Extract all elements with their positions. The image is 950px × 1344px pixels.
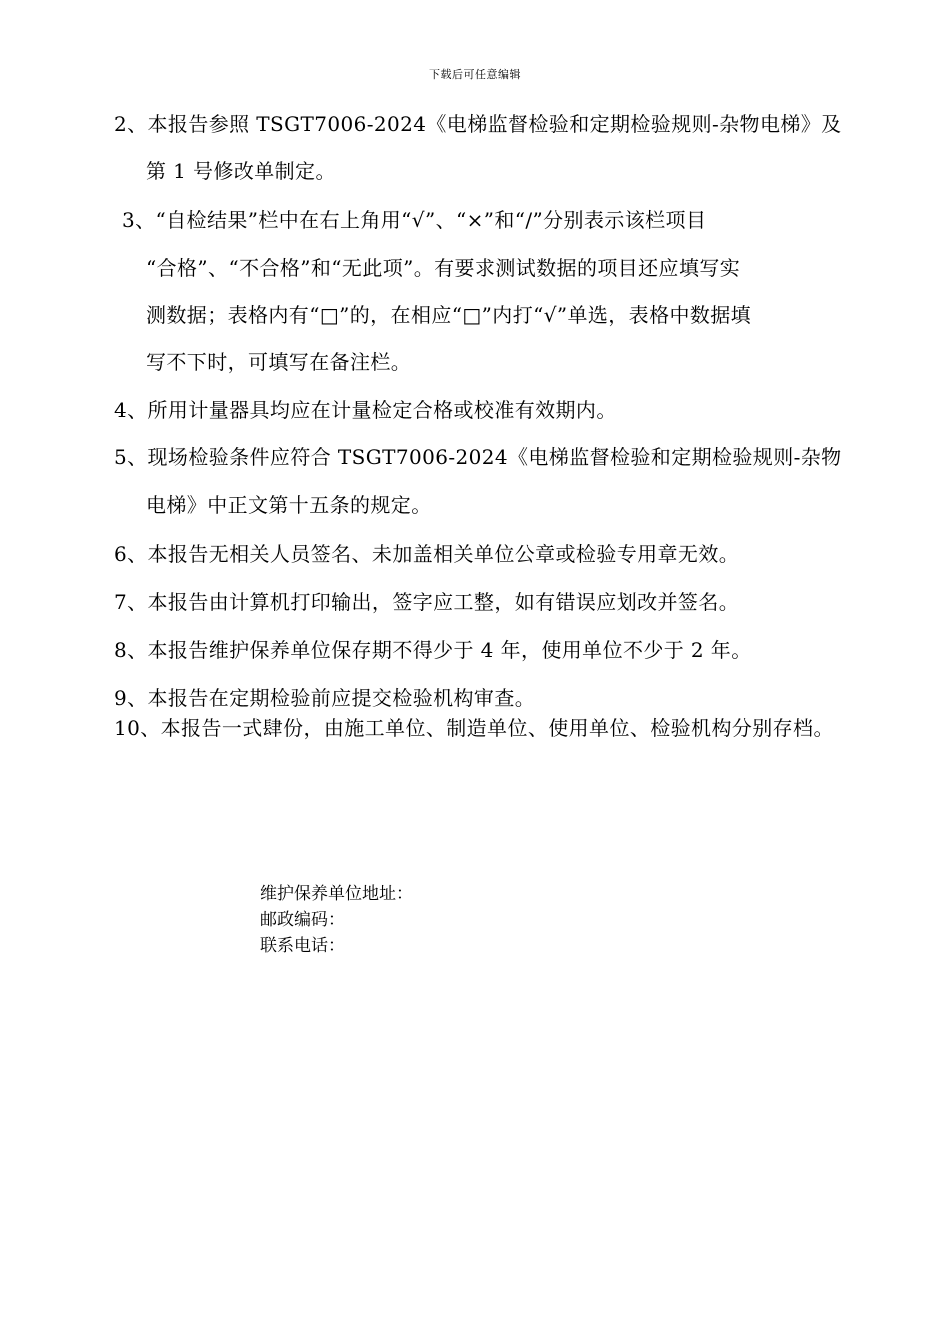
note-item-7: 7、本报告由计算机打印输出，签字应工整，如有错误应划改并签名。	[114, 590, 740, 614]
note-item-3-line-3: 测数据；表格内有“□”的，在相应“□”内打“√”单选，表格中数据填	[146, 303, 752, 327]
note-item-3-line-2: “合格”、“不合格”和“无此项”。有要求测试数据的项目还应填写实	[146, 256, 741, 280]
note-item-10: 10、本报告一式肆份，由施工单位、制造单位、使用单位、检验机构分别存档。	[114, 716, 834, 740]
note-item-2-line-2: 第 1 号修改单制定。	[146, 159, 336, 183]
note-item-3-line-1: 3、“自检结果”栏中在右上角用“√”、“×”和“/”分别表示该栏项目	[122, 208, 707, 232]
note-item-4: 4、所用计量器具均应在计量检定合格或校准有效期内。	[114, 398, 617, 422]
note-item-2-line-1: 2、本报告参照 TSGT7006-2024《电梯监督检验和定期检验规则-杂物电梯》及	[114, 112, 842, 136]
phone-label: 联系电话：	[260, 936, 345, 956]
maintenance-address-label: 维护保养单位地址：	[260, 884, 413, 904]
note-item-5-line-2: 电梯》中正文第十五条的规定。	[146, 493, 432, 517]
note-item-3-line-4: 写不下时，可填写在备注栏。	[146, 350, 412, 374]
note-item-6: 6、本报告无相关人员签名、未加盖相关单位公章或检验专用章无效。	[114, 542, 740, 566]
note-item-8: 8、本报告维护保养单位保存期不得少于 4 年，使用单位不少于 2 年。	[114, 638, 752, 662]
postcode-label: 邮政编码：	[260, 910, 345, 930]
note-item-5-line-1: 5、现场检验条件应符合 TSGT7006-2024《电梯监督检验和定期检验规则-杂物	[114, 445, 842, 469]
note-item-9: 9、本报告在定期检验前应提交检验机构审查。	[114, 686, 536, 710]
header-note: 下载后可任意编辑	[429, 68, 521, 81]
